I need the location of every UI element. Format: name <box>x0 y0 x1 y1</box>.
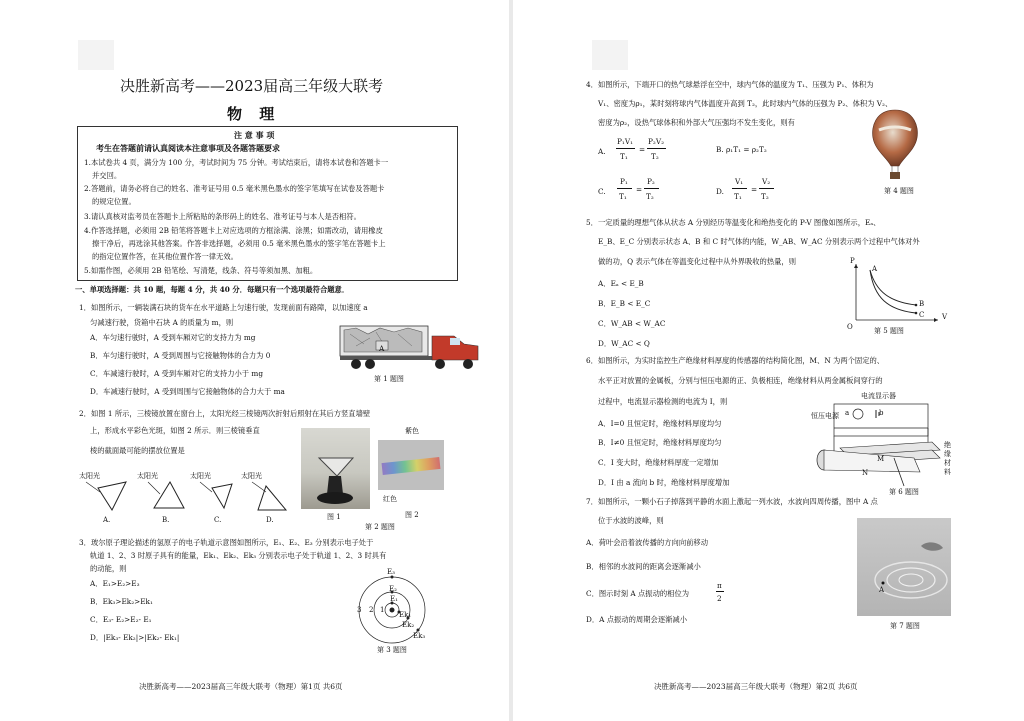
q3-option-a: A．E₁>E₂>E₃ <box>90 579 140 588</box>
frac-num: P₂V₂ <box>648 137 665 146</box>
red-label: 红色 <box>383 495 397 503</box>
fig1-label: 图 1 <box>327 513 341 521</box>
q7-stem: 位于水波的波峰，则 <box>598 516 664 525</box>
frac-bar <box>617 188 632 189</box>
notice-item: 2.答题前，请务必将自己的姓名、准考证号用 0.5 毫米黑色墨水的签字笔填写在试卷及答题卡 <box>84 184 385 193</box>
e3-label: E₃ <box>387 568 395 576</box>
q2-stem: 棱的截面最可能的摆放位置是 <box>90 446 185 455</box>
source-label: 恒压电源 <box>811 412 839 420</box>
q6-option-d: D．I 由 a 流向 b 时，绝缘材料厚度增加 <box>598 478 730 487</box>
q6-option-a: A．I=0 且恒定时，绝缘材料厚度均匀 <box>598 419 722 428</box>
page-footer: 决胜新高考——2023届高三年级大联考（物理）第1页 共6页 <box>139 682 343 691</box>
q5-stem: E_B、E_C 分别表示状态 A、B 和 C 时气体的内能，W_AB、W_AC 分别表示两个过程中气体对外 <box>598 237 920 246</box>
q3-option-d: D．|Ek₃- Ek₂|>|Ek₂- Ek₁| <box>90 633 180 642</box>
frac-num: P₁V₁ <box>617 137 634 146</box>
q3-option-c: C．E₃- E₂>E₂- E₁ <box>90 615 152 624</box>
p-axis-label: P <box>850 257 855 265</box>
q1-stem: 1．如图所示，一辆装满石块的货车在水平道路上匀速行驶，发现前面有路障，以加速度 a <box>79 303 368 312</box>
q4-option-c-label: C. <box>598 187 606 196</box>
v-axis-label: V <box>942 313 948 321</box>
choice-b: B. <box>162 516 170 524</box>
q7-option-a: A．荷叶会沿着波传播的方向向前移动 <box>586 538 709 547</box>
spectrum-photo <box>378 440 444 490</box>
notice-box <box>77 126 458 281</box>
q7-stem: 7．如图所示，一颗小石子掉落到平静的水面上激起一列水波，水波向四周传播，图中 A 点 <box>586 497 878 506</box>
q6-stem: 水平正对放置的金属板，分别与恒压电源的正、负极相连，绝缘材料从两金属板间穿行的 <box>598 376 883 385</box>
state-b-label: B <box>919 300 925 308</box>
q5-caption: 第 5 题图 <box>874 327 904 335</box>
section-heading: 一、单项选择题：共 10 题，每题 4 分，共 40 分．每题只有一个选项最符合题意． <box>75 285 350 294</box>
q1-stem: 匀减速行驶，货箱中石块 A 的质量为 m，则 <box>90 318 234 327</box>
node-b-label: b <box>879 409 884 417</box>
q2-stem: 上，形成水平彩色光斑，如图 2 所示．则三棱镜垂直 <box>90 426 260 435</box>
q5-option-d: D．W_AC < Q <box>598 339 650 348</box>
q7-option-d: D．A 点振动的周期会逐渐减小 <box>586 615 688 624</box>
display-label: 电流显示器 <box>861 392 896 400</box>
frac-den: T₂ <box>761 192 769 201</box>
q5-option-c: C．W_AB < W_AC <box>598 319 666 328</box>
origin-label: O <box>847 323 853 331</box>
notice-item: 1.本试卷共 4 页，满分为 100 分，考试时间为 75 分钟。考试结束后，请将本试卷和答题卡一 <box>84 158 389 167</box>
q3-stem: 的动能，则 <box>90 564 127 573</box>
sunlight-label: 太阳光 <box>79 472 100 480</box>
choice-a: A. <box>103 516 111 524</box>
exam-title: 决胜新高考——2023届高三年级大联考 <box>120 77 384 95</box>
q6-stem: 6．如图所示，为实时监控生产绝缘材料厚度的传感器的结构简化图，M、N 为两个固定的、 <box>586 356 885 365</box>
truck-figure <box>336 324 486 372</box>
q3-option-b: B．Ek₃>Ek₂>Ek₁ <box>90 597 153 606</box>
water-wave-photo <box>857 518 951 616</box>
sunlight-label: 太阳光 <box>137 472 158 480</box>
q3-stem: 3．玻尔原子理论描述的氢原子的电子轨道示意图如图所示，E₁、E₂、E₃ 分别表示电子处于 <box>79 538 374 547</box>
page-divider <box>509 0 513 721</box>
q6-stem: 过程中，电流显示器检测的电流为 I，则 <box>598 397 728 406</box>
page-footer: 决胜新高考——2023届高三年级大联考（物理）第2页 共6页 <box>654 682 858 691</box>
sunlight-label: 太阳光 <box>190 472 211 480</box>
frac-bar <box>732 188 747 189</box>
q2-caption: 第 2 题图 <box>365 523 395 531</box>
sunlight-label: 太阳光 <box>241 472 262 480</box>
q3-caption: 第 3 题图 <box>377 646 407 654</box>
choice-c: C. <box>214 516 222 524</box>
notice-item: 并交回。 <box>92 171 122 180</box>
exam-page-2 <box>514 0 1024 721</box>
q6-caption: 第 6 题图 <box>889 488 919 496</box>
plate-n-label: N <box>862 469 869 477</box>
q6-option-b: B．I≠0 且恒定时，绝缘材料厚度均匀 <box>598 438 722 447</box>
q5-stem: 5．一定质量的理想气体从状态 A 分别经历等温变化和绝热变化的 P-V 图像如图所示，Eₐ、 <box>586 218 881 227</box>
frac-num: V₂ <box>762 177 771 186</box>
prism-options <box>80 480 310 516</box>
frac-bar <box>616 148 635 149</box>
q7-option-c: C．图示时刻 A 点振动的相位为 <box>586 589 690 598</box>
q1-caption: 第 1 题图 <box>374 375 404 383</box>
point-a-label: A <box>879 586 885 594</box>
pi-symbol: π <box>717 581 722 590</box>
eq-sign: = <box>636 185 643 194</box>
q6-option-c: C．I 变大时，绝缘材料厚度一定增加 <box>598 458 719 467</box>
notice-heading: 注 意 事 项 <box>234 130 275 140</box>
frac-num: P₂ <box>647 177 655 186</box>
hot-air-balloon-figure <box>869 108 921 184</box>
q7-option-b: B．相邻的水波间的距离会逐渐减小 <box>586 562 701 571</box>
scan-mark <box>592 40 628 70</box>
eq-sign: = <box>639 145 646 154</box>
pv-graph <box>850 262 940 324</box>
frac-bar <box>647 148 666 149</box>
ek2-label: Ek₂ <box>402 621 415 629</box>
frac-den: T₂ <box>651 152 659 161</box>
q4-stem: V₁、密度为ρ₁，某时刻将球内气体温度升高到 T₂，此时球内气体的压强为 P₂、体积为 V₂、 <box>598 99 893 108</box>
ek3-label: Ek₃ <box>413 632 426 640</box>
fig2-label: 图 2 <box>405 511 419 519</box>
orbit-1: 1 <box>380 606 385 614</box>
notice-item: 3.请认真核对监考员在答题卡上所粘贴的条形码上的姓名、准考证号与本人是否相符。 <box>84 212 361 221</box>
q2-stem: 2．如图 1 所示，三棱镜放置在窗台上，太阳光经三棱镜两次折射后照射在其后方竖直墙壁 <box>79 409 371 418</box>
q4-option-a-label: A. <box>598 147 606 156</box>
notice-item: 4.作答选择题，必须用 2B 铅笔将答题卡上对应选项的方框涂满、涂黑；如需改动，请用橡皮 <box>84 226 383 235</box>
frac-den: T₁ <box>620 152 628 161</box>
plate-m-label: M <box>877 455 885 463</box>
orbit-2: 2 <box>369 606 374 614</box>
q1-option-c: C．车减速行驶时，A 受到车厢对它的支持力小于 mg <box>90 369 264 378</box>
prism-photo <box>301 428 370 509</box>
q4-stem: 4．如图所示，下端开口的热气球悬浮在空中，球内气体的温度为 T₁、压强为 P₁、体积为 <box>586 80 874 89</box>
frac-bar <box>716 591 724 592</box>
frac-num: P₁ <box>620 177 628 186</box>
scan-mark <box>78 40 114 70</box>
e1-label: E₁ <box>390 595 398 603</box>
frac-bar <box>759 188 774 189</box>
exam-page-1 <box>0 0 508 721</box>
node-a-label: a <box>845 409 850 417</box>
notice-intro: 考生在答题前请认真阅读本注意事项及各题答题要求 <box>96 143 280 153</box>
q3-stem: 轨道 1、2、3 时原子具有的能量，Ek₁、Ek₂、Ek₃ 分别表示电子处于轨道 1、2、3 时具有 <box>90 551 387 560</box>
notice-item: 擦干净后，再选涂其他答案。作答非选择题，必须用 0.5 毫米黑色墨水的签字笔在答题卡上 <box>92 239 386 248</box>
state-a-label: A <box>872 265 878 273</box>
q4-stem: 密度为ρ₂，设热气球体积和外部大气压强均不发生变化，则有 <box>598 118 795 127</box>
orbit-3: 3 <box>357 606 362 614</box>
e2-label: E₂ <box>389 585 397 593</box>
q4-option-b: B. ρ₁T₁ = ρ₂T₂ <box>716 145 767 154</box>
frac-den: T₂ <box>646 192 654 201</box>
block-label: A <box>379 344 385 353</box>
frac-den: T₁ <box>734 192 742 201</box>
purple-label: 紫色 <box>405 427 419 435</box>
q1-option-b: B．车匀速行驶时，A 受到周围与它接触物体的合力为 0 <box>90 351 271 360</box>
choice-d: D. <box>266 516 274 524</box>
eq-sign: = <box>751 185 758 194</box>
ek1-label: Ek₁ <box>399 611 412 619</box>
frac-den: T₁ <box>619 192 627 201</box>
subject-title: 物 理 <box>227 105 281 123</box>
notice-item: 的规定位置。 <box>92 197 136 206</box>
material-label: 绝缘材料 <box>944 441 951 476</box>
notice-item: 5.如需作图，必须用 2B 铅笔绘、写清楚，线条、符号等须加黑、加粗。 <box>84 266 318 275</box>
frac-den: 2 <box>717 594 722 603</box>
q5-option-b: B．E_B < E_C <box>598 299 651 308</box>
state-c-label: C <box>919 311 925 319</box>
q7-caption: 第 7 题图 <box>890 622 920 630</box>
frac-num: V₁ <box>735 177 744 186</box>
q5-stem: 做的功，Q 表示气体在等温变化过程中从外界吸收的热量，则 <box>598 257 797 266</box>
q5-option-a: A．Eₐ < E_B <box>598 279 644 288</box>
notice-item: 的指定位置作答，在其他位置作答一律无效。 <box>92 252 238 261</box>
q1-option-a: A．车匀速行驶时，A 受到车厢对它的支持力为 mg <box>90 333 256 342</box>
frac-bar <box>644 188 659 189</box>
q4-option-d-label: D. <box>716 187 724 196</box>
q4-caption: 第 4 题图 <box>884 187 914 195</box>
q1-option-d: D．车减速行驶时，A 受到周围与它接触物体的合力大于 ma <box>90 387 285 396</box>
